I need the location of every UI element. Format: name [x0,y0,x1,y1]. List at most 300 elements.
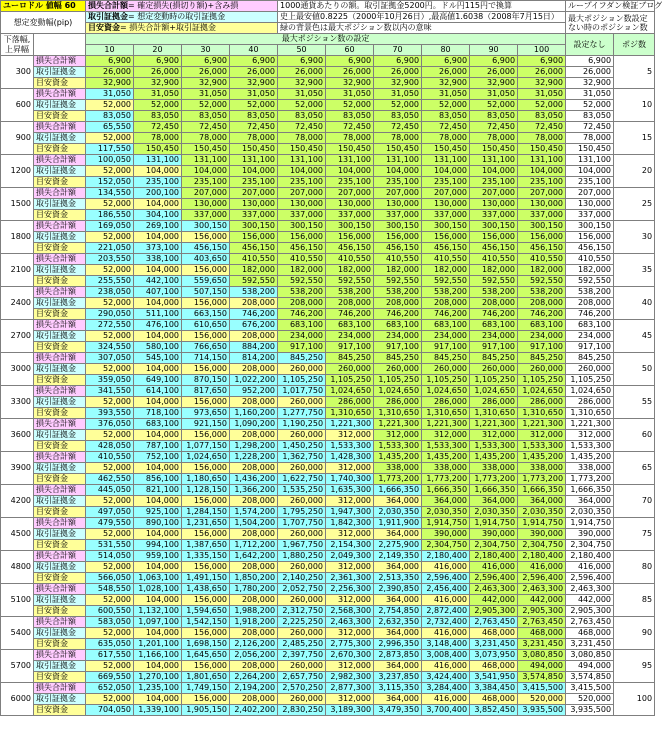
table-row [1,331,655,342]
cell-fund: 1,967,750 [278,540,326,551]
position-count: 5 [614,56,655,89]
cell-margin: 286,000 [422,397,470,408]
row-label-fund: 目安資金 [34,210,86,221]
cell-fund: 456,150 [374,243,422,254]
cell-loss: 407,100 [134,287,182,298]
cell-margin: 260,000 [422,364,470,375]
row-label-fund: 目安資金 [34,606,86,617]
cell-margin: 26,000 [278,67,326,78]
cell-margin: 104,000 [374,166,422,177]
cell-loss: 6,900 [566,56,614,67]
cell-loss: 72,450 [134,122,182,133]
cell-margin: 208,000 [566,298,614,309]
cell-loss: 1,024,650 [566,386,614,397]
cell-fund: 32,900 [278,78,326,89]
cell-loss: 845,250 [278,353,326,364]
row-label-fund: 目安資金 [34,243,86,254]
cell-fund: 442,100 [134,276,182,287]
table-row [1,342,655,353]
cell-loss: 131,100 [278,155,326,166]
table-row [1,287,655,298]
cell-margin: 52,000 [86,100,134,111]
cell-loss: 1,914,750 [422,518,470,529]
cell-margin: 390,000 [518,529,566,540]
cell-loss: 2,052,750 [278,584,326,595]
cell-fund: 150,450 [326,144,374,155]
cell-fund: 2,030,350 [422,507,470,518]
table-row [1,386,655,397]
cell-margin: 104,000 [134,562,182,573]
cell-fund: 1,310,650 [566,408,614,419]
cell-fund: 2,485,250 [278,639,326,650]
cell-loss: 1,435,200 [470,452,518,463]
cell-margin: 130,000 [422,199,470,210]
cell-loss: 479,550 [86,518,134,529]
cell-fund: 2,513,350 [374,573,422,584]
cell-fund: 1,105,250 [566,375,614,386]
cell-fund: 746,200 [422,309,470,320]
cell-fund: 337,000 [374,210,422,221]
cell-margin: 104,000 [470,166,518,177]
cell-loss: 300,150 [326,221,374,232]
table-row [1,485,655,496]
cell-margin: 78,000 [374,133,422,144]
table-row [1,199,655,210]
position-count: 65 [614,452,655,485]
table-row [1,639,655,650]
cell-margin: 208,000 [518,298,566,309]
cell-loss: 1,542,150 [182,617,230,628]
cell-fund: 1,533,300 [470,441,518,452]
cell-fund: 2,030,350 [374,507,422,518]
cell-fund: 456,150 [230,243,278,254]
corner-arrow [34,34,86,56]
cell-fund: 3,148,400 [422,639,470,650]
cell-loss: 1,645,650 [182,650,230,661]
range-value: 4200 [1,485,34,518]
cell-fund: 1,105,250 [470,375,518,386]
range-value: 1200 [1,155,34,188]
cell-fund: 580,100 [134,342,182,353]
blog-label: ループイフダン検証ブログ [566,1,655,12]
cell-fund: 3,231,450 [518,639,566,650]
cell-margin: 52,000 [86,265,134,276]
row-label-fund: 目安資金 [34,375,86,386]
cell-loss: 6,900 [518,56,566,67]
cell-fund: 3,935,500 [518,705,566,716]
cell-margin: 208,000 [230,628,278,639]
row-label-fund: 目安資金 [34,474,86,485]
cell-fund: 559,650 [182,276,230,287]
cell-margin: 104,000 [422,166,470,177]
cell-margin: 52,000 [86,628,134,639]
cell-margin: 416,000 [470,562,518,573]
def-loss-term: 損失合計額 [88,1,129,10]
cell-loss: 1,914,750 [470,518,518,529]
table-row [1,694,655,705]
row-label-loss: 損失合計額 [34,287,86,298]
range-value: 2700 [1,320,34,353]
row-label-margin: 取引証拠金 [34,232,86,243]
range-value: 5400 [1,617,34,650]
cell-loss: 200,100 [134,188,182,199]
cell-margin: 156,000 [326,232,374,243]
cell-margin: 208,000 [230,595,278,606]
cell-margin: 468,000 [470,661,518,672]
row-label-loss: 損失合計額 [34,56,86,67]
col-header-100: 100 [518,45,566,56]
cell-margin: 52,000 [422,100,470,111]
cell-loss: 72,450 [470,122,518,133]
cell-margin: 156,000 [182,562,230,573]
cell-loss: 6,900 [470,56,518,67]
cell-margin: 208,000 [470,298,518,309]
table-row [1,518,655,529]
cell-margin: 208,000 [374,298,422,309]
cell-margin: 26,000 [518,67,566,78]
table-row [1,529,655,540]
table-row [1,309,655,320]
cell-margin: 520,000 [566,694,614,705]
cell-loss: 131,100 [230,155,278,166]
cell-fund: 592,550 [518,276,566,287]
cell-loss: 2,463,300 [470,584,518,595]
range-value: 1500 [1,188,34,221]
cell-margin: 416,000 [422,661,470,672]
row-label-loss: 損失合計額 [34,551,86,562]
cell-fund: 2,596,400 [566,573,614,584]
cell-fund: 1,740,300 [326,474,374,485]
position-count: 70 [614,485,655,518]
cell-fund: 917,100 [518,342,566,353]
cell-fund: 592,550 [374,276,422,287]
cell-loss: 845,250 [470,353,518,364]
cell-margin: 52,000 [86,694,134,705]
table-row [1,221,655,232]
cell-loss: 1,666,350 [518,485,566,496]
cell-fund: 592,550 [470,276,518,287]
cell-loss: 1,435,200 [518,452,566,463]
cell-margin: 52,000 [518,100,566,111]
cell-loss: 2,256,300 [326,584,374,595]
cell-margin: 156,000 [182,529,230,540]
cell-loss: 72,450 [278,122,326,133]
row-label-fund: 目安資金 [34,672,86,683]
cell-loss: 538,200 [230,287,278,298]
cell-loss: 2,056,200 [230,650,278,661]
cell-loss: 714,150 [182,353,230,364]
cell-fund: 1,277,750 [278,408,326,419]
cell-margin: 416,000 [422,595,470,606]
cell-loss: 1,024,650 [326,386,374,397]
cell-margin: 52,000 [566,100,614,111]
cell-margin: 26,000 [566,67,614,78]
cell-margin: 78,000 [326,133,374,144]
row-label-fund: 目安資金 [34,342,86,353]
cell-loss: 6,900 [422,56,470,67]
cell-loss: 6,900 [182,56,230,67]
cell-fund: 925,100 [134,507,182,518]
cell-margin: 52,000 [86,331,134,342]
cell-fund: 32,900 [230,78,278,89]
cell-loss: 203,550 [86,254,134,265]
cell-fund: 2,775,300 [326,639,374,650]
cell-margin: 208,000 [230,298,278,309]
row-label-margin: 取引証拠金 [34,100,86,111]
cell-loss: 3,115,350 [374,683,422,694]
cell-loss: 72,450 [518,122,566,133]
range-value: 6000 [1,683,34,716]
cell-fund: 1,310,650 [374,408,422,419]
cell-loss: 1,880,250 [278,551,326,562]
cell-fund: 718,100 [134,408,182,419]
row-label-loss: 損失合計額 [34,650,86,661]
row-label-loss: 損失合計額 [34,485,86,496]
cell-fund: 83,050 [86,111,134,122]
cell-fund: 337,000 [326,210,374,221]
cell-margin: 78,000 [230,133,278,144]
cell-loss: 207,000 [470,188,518,199]
row-label-margin: 取引証拠金 [34,166,86,177]
cell-loss: 31,050 [182,89,230,100]
cell-loss: 952,200 [230,386,278,397]
cell-margin: 260,000 [278,397,326,408]
cell-margin: 260,000 [374,364,422,375]
col-header-40: 40 [230,45,278,56]
row-label-fund: 目安資金 [34,177,86,188]
cell-loss: 2,225,250 [278,617,326,628]
table-row [1,650,655,661]
cell-fund: 324,550 [86,342,134,353]
cell-fund: 592,550 [422,276,470,287]
cell-loss: 2,194,200 [230,683,278,694]
cell-margin: 104,000 [134,331,182,342]
cell-margin: 234,000 [326,331,374,342]
cell-loss: 845,250 [518,353,566,364]
cell-margin: 156,000 [422,232,470,243]
cell-fund: 337,000 [230,210,278,221]
cell-fund: 1,310,650 [518,408,566,419]
cell-margin: 156,000 [182,397,230,408]
cell-margin: 52,000 [86,595,134,606]
cell-loss: 845,250 [374,353,422,364]
table-row [1,408,655,419]
cell-loss: 1,028,100 [134,584,182,595]
cell-loss: 131,100 [518,155,566,166]
cell-margin: 468,000 [566,628,614,639]
cell-loss: 514,050 [86,551,134,562]
cell-margin: 442,000 [518,595,566,606]
cell-margin: 78,000 [182,133,230,144]
table-row [1,364,655,375]
cell-loss: 821,100 [134,485,182,496]
cell-fund: 1,574,200 [230,507,278,518]
cell-fund: 3,541,950 [470,672,518,683]
cell-fund: 150,450 [134,144,182,155]
cell-fund: 393,550 [86,408,134,419]
cell-margin: 234,000 [374,331,422,342]
cell-loss: 1,666,350 [374,485,422,496]
cell-margin: 52,000 [134,100,182,111]
cell-margin: 52,000 [86,199,134,210]
cell-margin: 156,000 [182,628,230,639]
cell-fund: 917,100 [278,342,326,353]
cell-fund: 337,000 [566,210,614,221]
range-value: 3600 [1,419,34,452]
cell-margin: 286,000 [566,397,614,408]
cell-loss: 410,550 [326,254,374,265]
cell-margin: 52,000 [86,661,134,672]
cell-fund: 2,402,200 [230,705,278,716]
cell-fund: 1,310,650 [422,408,470,419]
cell-fund: 456,150 [278,243,326,254]
cell-fund: 235,100 [566,177,614,188]
cell-fund: 456,150 [518,243,566,254]
cell-fund: 32,900 [422,78,470,89]
cell-loss: 131,100 [182,155,230,166]
cell-loss: 3,284,400 [422,683,470,694]
def-fund-text: = 損失合計額+取引証拠金 [120,23,216,32]
table-row [1,122,655,133]
cell-fund: 917,100 [422,342,470,353]
cell-margin: 26,000 [374,67,422,78]
cell-margin: 208,000 [230,661,278,672]
table-row [1,353,655,364]
cell-margin: 104,000 [134,496,182,507]
def-loss [86,1,278,12]
cell-loss: 538,200 [374,287,422,298]
cell-margin: 52,000 [470,100,518,111]
cell-margin: 182,000 [326,265,374,276]
cell-margin: 260,000 [278,694,326,705]
cell-margin: 104,000 [566,166,614,177]
cell-margin: 156,000 [566,232,614,243]
cell-fund: 2,361,300 [326,573,374,584]
cell-fund: 1,387,650 [182,540,230,551]
cell-fund: 856,100 [134,474,182,485]
cell-fund: 1,160,200 [230,408,278,419]
cell-margin: 52,000 [278,100,326,111]
cell-fund: 2,830,250 [278,705,326,716]
cell-loss: 300,150 [278,221,326,232]
cell-fund: 1,180,650 [182,474,230,485]
range-value: 3900 [1,452,34,485]
cell-margin: 52,000 [230,100,278,111]
cell-loss: 683,100 [566,320,614,331]
cell-loss: 410,550 [278,254,326,265]
cell-fund: 1,801,650 [182,672,230,683]
cell-fund: 3,935,500 [566,705,614,716]
cell-loss: 410,550 [230,254,278,265]
cell-margin: 104,000 [134,298,182,309]
cell-loss: 2,049,300 [326,551,374,562]
table-row [1,254,655,265]
cell-loss: 1,435,200 [374,452,422,463]
cell-margin: 104,000 [134,430,182,441]
cell-fund: 373,100 [134,243,182,254]
range-value: 1800 [1,221,34,254]
cell-loss: 1,428,300 [326,452,374,463]
cell-loss: 6,900 [374,56,422,67]
cell-fund: 884,200 [230,342,278,353]
cell-fund: 456,150 [470,243,518,254]
cell-loss: 31,050 [518,89,566,100]
cell-loss: 476,100 [134,320,182,331]
cell-margin: 156,000 [182,496,230,507]
cell-fund: 2,126,200 [230,639,278,650]
cell-fund: 235,100 [134,177,182,188]
table-row [1,540,655,551]
row-label-fund: 目安資金 [34,639,86,650]
cell-loss: 131,100 [326,155,374,166]
cell-fund: 870,150 [182,375,230,386]
cell-loss: 1,911,900 [374,518,422,529]
cell-margin: 390,000 [422,529,470,540]
cell-loss: 1,190,250 [278,419,326,430]
row-label-loss: 損失合計額 [34,386,86,397]
cell-loss: 2,877,300 [326,683,374,694]
col-header-none: 設定なし [566,34,614,56]
cell-margin: 338,000 [470,463,518,474]
cell-loss: 6,900 [134,56,182,67]
cell-margin: 208,000 [230,496,278,507]
cell-loss: 2,463,300 [566,584,614,595]
cell-loss: 72,450 [374,122,422,133]
cell-loss: 683,100 [518,320,566,331]
table-row [1,232,655,243]
cell-margin: 494,000 [518,661,566,672]
col-header-80: 80 [422,45,470,56]
row-label-fund: 目安資金 [34,507,86,518]
cell-loss: 403,650 [182,254,230,265]
cell-loss: 2,180,400 [518,551,566,562]
table-row [1,320,655,331]
table-row [1,133,655,144]
table-row [1,562,655,573]
cell-fund: 337,000 [278,210,326,221]
cell-fund: 462,550 [86,474,134,485]
table-row [1,276,655,287]
cell-margin: 78,000 [566,133,614,144]
cell-margin: 156,000 [182,463,230,474]
cell-margin: 312,000 [326,496,374,507]
table-row [1,67,655,78]
cell-fund: 1,773,200 [422,474,470,485]
cell-loss: 652,050 [86,683,134,694]
row-label-margin: 取引証拠金 [34,562,86,573]
cell-margin: 260,000 [278,496,326,507]
cell-margin: 364,000 [518,496,566,507]
cell-margin: 52,000 [86,298,134,309]
cell-loss: 817,650 [182,386,230,397]
cell-loss: 2,456,400 [422,584,470,595]
cell-margin: 104,000 [278,166,326,177]
table-row [1,430,655,441]
cell-margin: 52,000 [374,100,422,111]
cell-loss: 100,050 [86,155,134,166]
row-label-fund: 目安資金 [34,573,86,584]
position-count: 85 [614,584,655,617]
cell-margin: 312,000 [470,430,518,441]
cell-margin: 312,000 [326,562,374,573]
position-count: 45 [614,320,655,353]
cell-margin: 26,000 [422,67,470,78]
cell-loss: 6,900 [326,56,374,67]
cell-margin: 26,000 [134,67,182,78]
cell-margin: 78,000 [518,133,566,144]
cell-margin: 312,000 [326,694,374,705]
cell-margin: 338,000 [518,463,566,474]
